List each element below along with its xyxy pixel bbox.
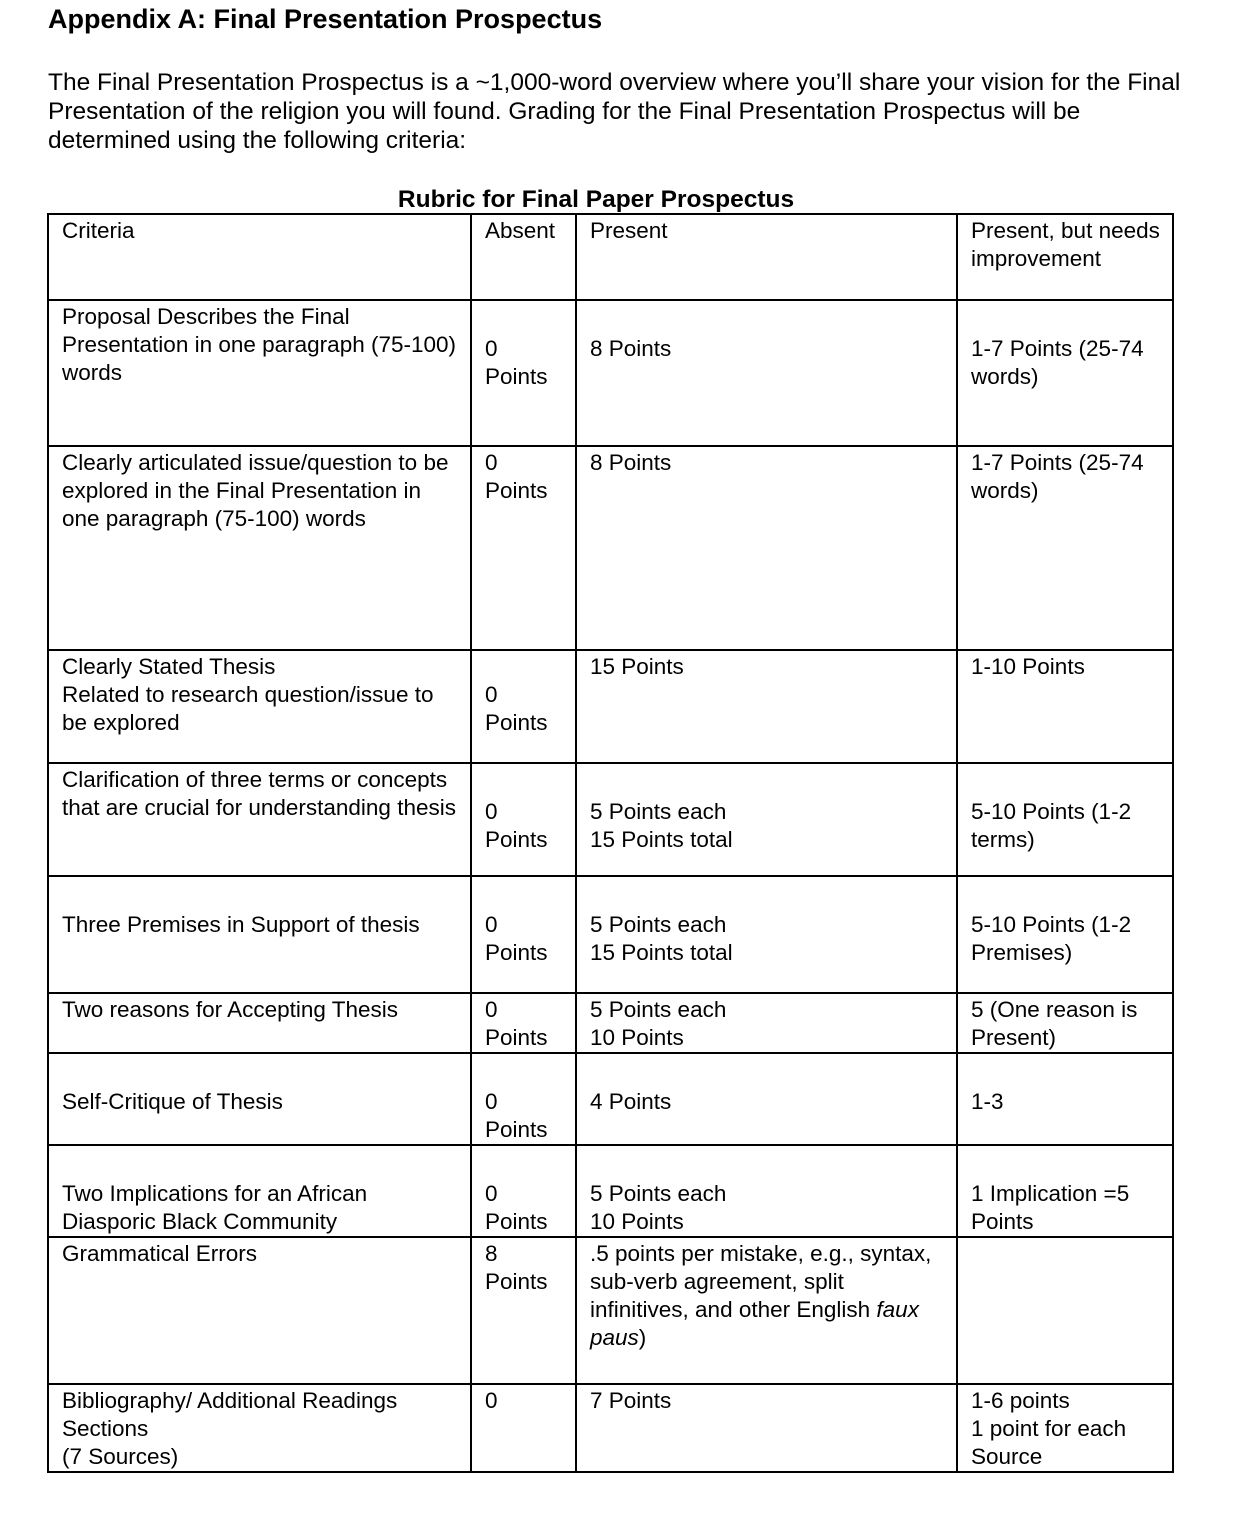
present-line: 15 Points total	[590, 940, 733, 965]
table-row	[48, 446, 1173, 650]
present-line: 5 Points each	[590, 912, 727, 937]
row-criteria: Two reasons for Accepting Thesis	[48, 993, 471, 1053]
row-criteria: Clearly articulated issue/question to be explored in the Final Presentation in one paragraph (75-100) words	[48, 446, 471, 650]
row-absent: 0 Points	[471, 300, 576, 446]
present-line: 5 Points each	[590, 997, 727, 1022]
row-criteria: Clarification of three terms or concepts that are crucial for understanding thesis	[48, 763, 471, 876]
row-absent: 0	[471, 1384, 576, 1472]
rubric-table	[47, 213, 1174, 1473]
table-row	[48, 1145, 1173, 1237]
row-present: 15 Points	[576, 650, 957, 763]
present-text: .5 points per mistake, e.g., syntax, sub-verb agreement, split infinitives, and other English	[590, 1241, 932, 1322]
partial-line: 1-6 points	[971, 1388, 1070, 1413]
table-header-row	[48, 214, 1173, 300]
row-absent: 0 Points	[471, 446, 576, 650]
table-row	[48, 763, 1173, 876]
row-absent: 0 Points	[471, 1053, 576, 1145]
row-partial	[957, 1384, 1173, 1472]
row-absent: 0 Points	[471, 876, 576, 993]
row-absent: 0 Points	[471, 650, 576, 763]
present-line: 10 Points	[590, 1025, 684, 1050]
table-row	[48, 876, 1173, 993]
row-criteria	[48, 1384, 471, 1472]
row-partial: 1-7 Points (25-74 words)	[957, 300, 1173, 446]
row-absent: 0 Points	[471, 993, 576, 1053]
header-criteria: Criteria	[48, 214, 471, 300]
table-row	[48, 993, 1173, 1053]
row-criteria: Grammatical Errors	[48, 1237, 471, 1384]
row-present: 8 Points	[576, 300, 957, 446]
table-caption	[48, 185, 1172, 215]
row-present	[576, 1145, 957, 1237]
row-criteria: Proposal Describes the Final Presentation in one paragraph (75-100) words	[48, 300, 471, 446]
row-present	[576, 876, 957, 993]
row-partial: 1-3	[957, 1053, 1173, 1145]
page-title: Appendix A: Final Presentation Prospectus	[48, 4, 603, 34]
header-present: Present	[576, 214, 957, 300]
row-present: 4 Points	[576, 1053, 957, 1145]
header-absent: Absent	[471, 214, 576, 300]
present-line: 15 Points total	[590, 827, 733, 852]
criteria-line: (7 Sources)	[62, 1444, 179, 1469]
row-criteria: Three Premises in Support of thesis	[48, 876, 471, 993]
row-present: 7 Points	[576, 1384, 957, 1472]
row-criteria	[48, 650, 471, 763]
row-partial: 5 (One reason is Present)	[957, 993, 1173, 1053]
row-partial: 1-10 Points	[957, 650, 1173, 763]
intro-paragraph: The Final Presentation Prospectus is a ~1,000-word overview where you’ll share your vision for the Final Presentation of the religion you will found. Grading for the Final Presentation Prospectus will be determined using the following criteria:	[48, 69, 1181, 154]
row-partial	[957, 1237, 1173, 1384]
present-line: 10 Points	[590, 1209, 684, 1234]
header-partial: Present, but needs improvement	[957, 214, 1173, 300]
row-present	[576, 1237, 957, 1384]
partial-line: 1 point for each Source	[971, 1416, 1133, 1469]
criteria-line: Clearly Stated Thesis	[62, 654, 276, 679]
row-partial: 1 Implication =5 Points	[957, 1145, 1173, 1237]
present-line: 5 Points each	[590, 1181, 727, 1206]
table-caption-text: Rubric for Final Paper Prospectus	[397, 186, 795, 213]
table-row	[48, 1384, 1173, 1472]
present-line: 5 Points each	[590, 799, 727, 824]
present-text-end: )	[638, 1325, 647, 1350]
criteria-line: Related to research question/issue to be explored	[62, 682, 440, 735]
criteria-line: Bibliography/ Additional Readings Sections	[62, 1388, 404, 1441]
row-present	[576, 763, 957, 876]
row-partial: 5-10 Points (1-2 Premises)	[957, 876, 1173, 993]
row-absent: 0 Points	[471, 763, 576, 876]
row-absent: 8 Points	[471, 1237, 576, 1384]
table-row	[48, 650, 1173, 763]
row-criteria: Two Implications for an African Diasporic Black Community	[48, 1145, 471, 1237]
table-row	[48, 1053, 1173, 1145]
row-criteria: Self-Critique of Thesis	[48, 1053, 471, 1145]
row-absent: 0 Points	[471, 1145, 576, 1237]
row-present	[576, 993, 957, 1053]
table-row	[48, 1237, 1173, 1384]
row-partial: 5-10 Points (1-2 terms)	[957, 763, 1173, 876]
row-partial: 1-7 Points (25-74 words)	[957, 446, 1173, 650]
row-present: 8 Points	[576, 446, 957, 650]
table-row	[48, 300, 1173, 446]
present-italic-text: faux paus	[590, 1297, 919, 1350]
